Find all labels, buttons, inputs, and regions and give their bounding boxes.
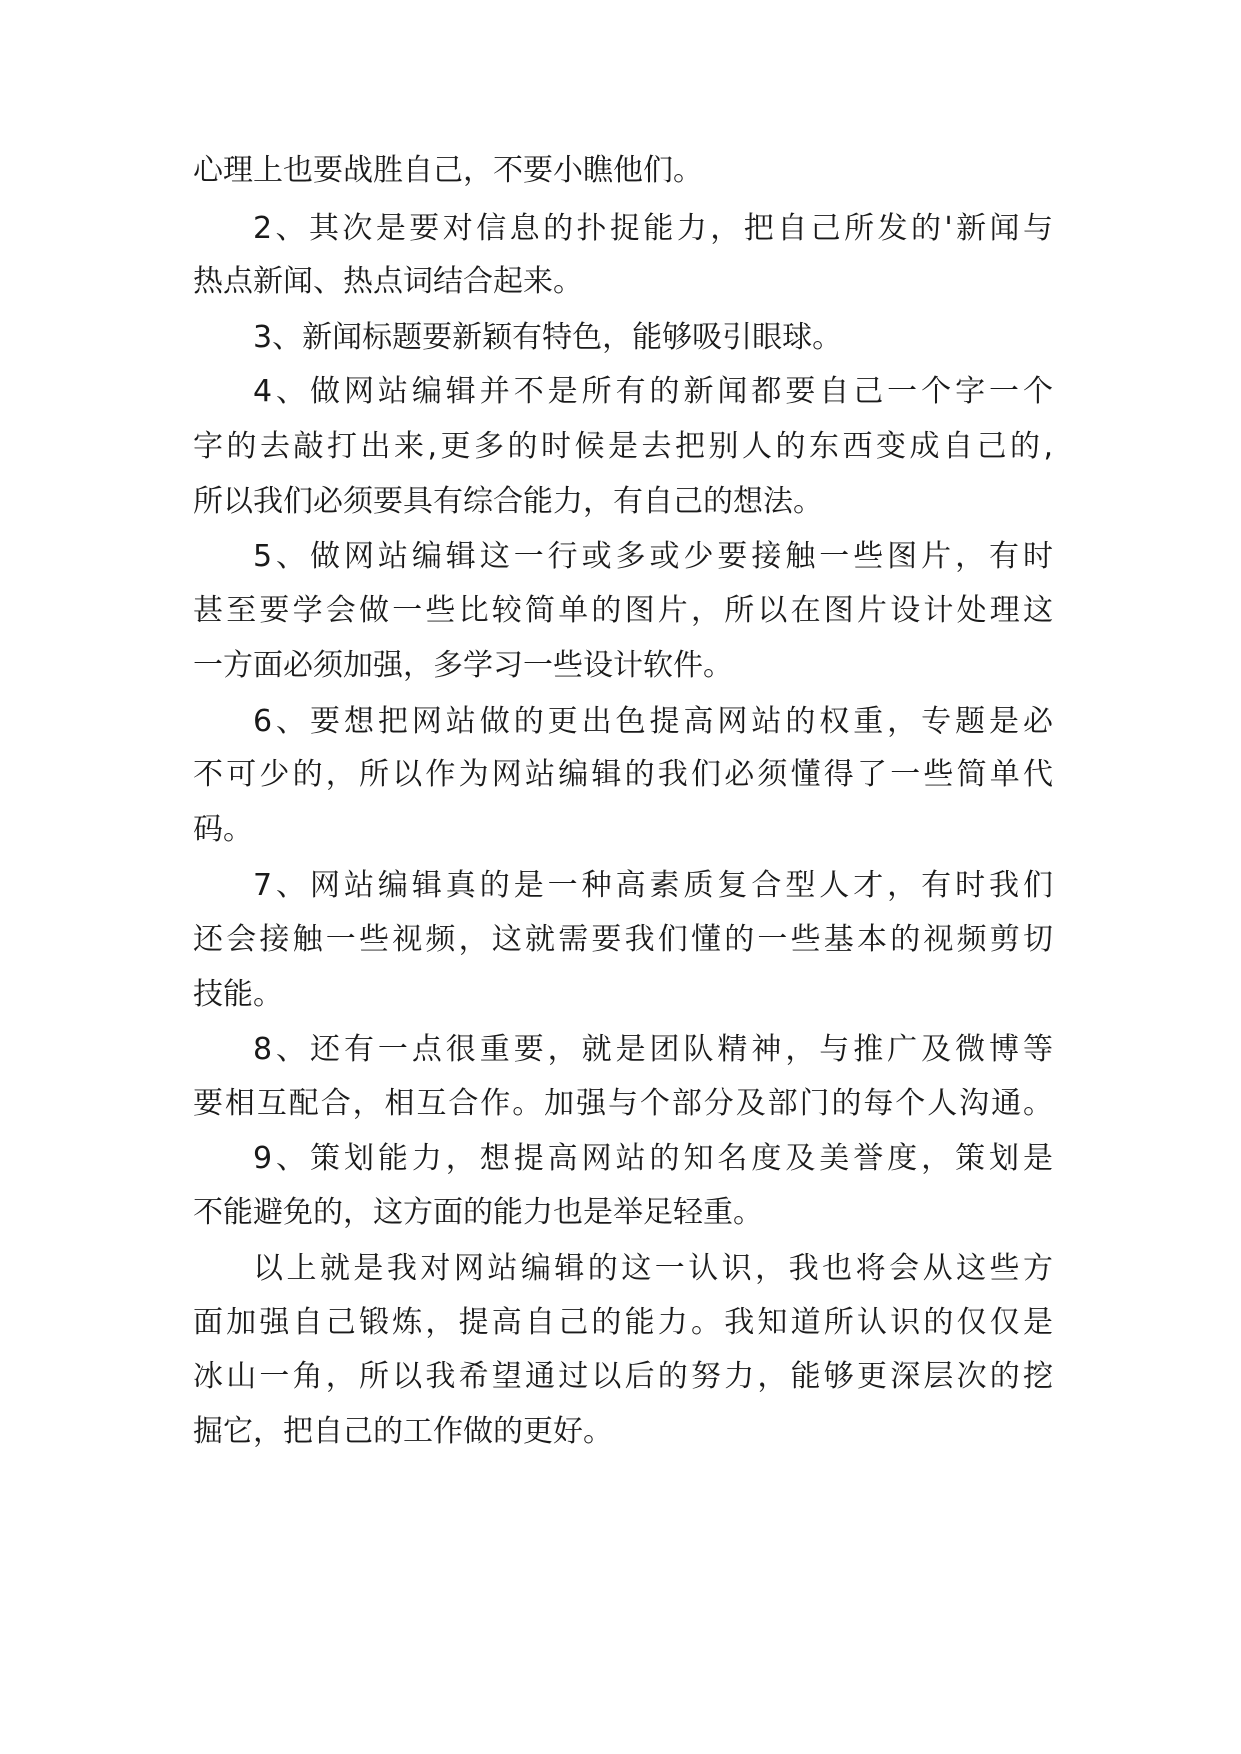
text-line: 要相互配合，相互合作。加强与个部分及部门的每个人沟通。: [193, 1086, 1053, 1121]
text-line: 8、还有一点很重要，就是团队精神，与推广及微博等: [253, 1032, 1053, 1067]
text-line: 一方面必须加强，多学习一些设计软件。: [193, 648, 733, 683]
text-line: 冰山一角，所以我希望通过以后的努力，能够更深层次的挖: [193, 1359, 1053, 1394]
text-line: 5、做网站编辑这一行或多或少要接触一些图片，有时: [253, 539, 1053, 574]
text-line: 以上就是我对网站编辑的这一认识，我也将会从这些方: [253, 1251, 1053, 1286]
text-line: 不可少的，所以作为网站编辑的我们必须懂得了一些简单代: [193, 757, 1053, 792]
text-line: 甚至要学会做一些比较简单的图片，所以在图片设计处理这: [193, 593, 1053, 628]
text-line: 2、其次是要对信息的扑捉能力，把自己所发的'新闻与: [253, 211, 1053, 246]
text-line: 所以我们必须要具有综合能力，有自己的想法。: [193, 484, 823, 519]
text-line: 9、策划能力，想提高网站的知名度及美誉度，策划是: [253, 1141, 1053, 1176]
text-line: 6、要想把网站做的更出色提高网站的权重，专题是必: [253, 704, 1053, 739]
text-line: 还会接触一些视频，这就需要我们懂的一些基本的视频剪切: [193, 922, 1053, 957]
text-line: 码。: [193, 812, 253, 847]
text-line: 掘它，把自己的工作做的更好。: [193, 1414, 613, 1449]
text-line: 热点新闻、热点词结合起来。: [193, 264, 583, 299]
text-line: 字的去敲打出来,更多的时候是去把别人的东西变成自己的,: [193, 429, 1053, 464]
text-line: 面加强自己锻炼，提高自己的能力。我知道所认识的仅仅是: [193, 1305, 1053, 1340]
text-line: 不能避免的，这方面的能力也是举足轻重。: [193, 1195, 763, 1230]
text-line: 心理上也要战胜自己，不要小瞧他们。: [193, 153, 703, 188]
text-line: 3、新闻标题要新颖有特色，能够吸引眼球。: [253, 320, 843, 355]
text-line: 7、网站编辑真的是一种高素质复合型人才，有时我们: [253, 868, 1053, 903]
text-line: 技能。: [193, 977, 283, 1012]
text-line: 4、做网站编辑并不是所有的新闻都要自己一个字一个: [253, 374, 1053, 409]
